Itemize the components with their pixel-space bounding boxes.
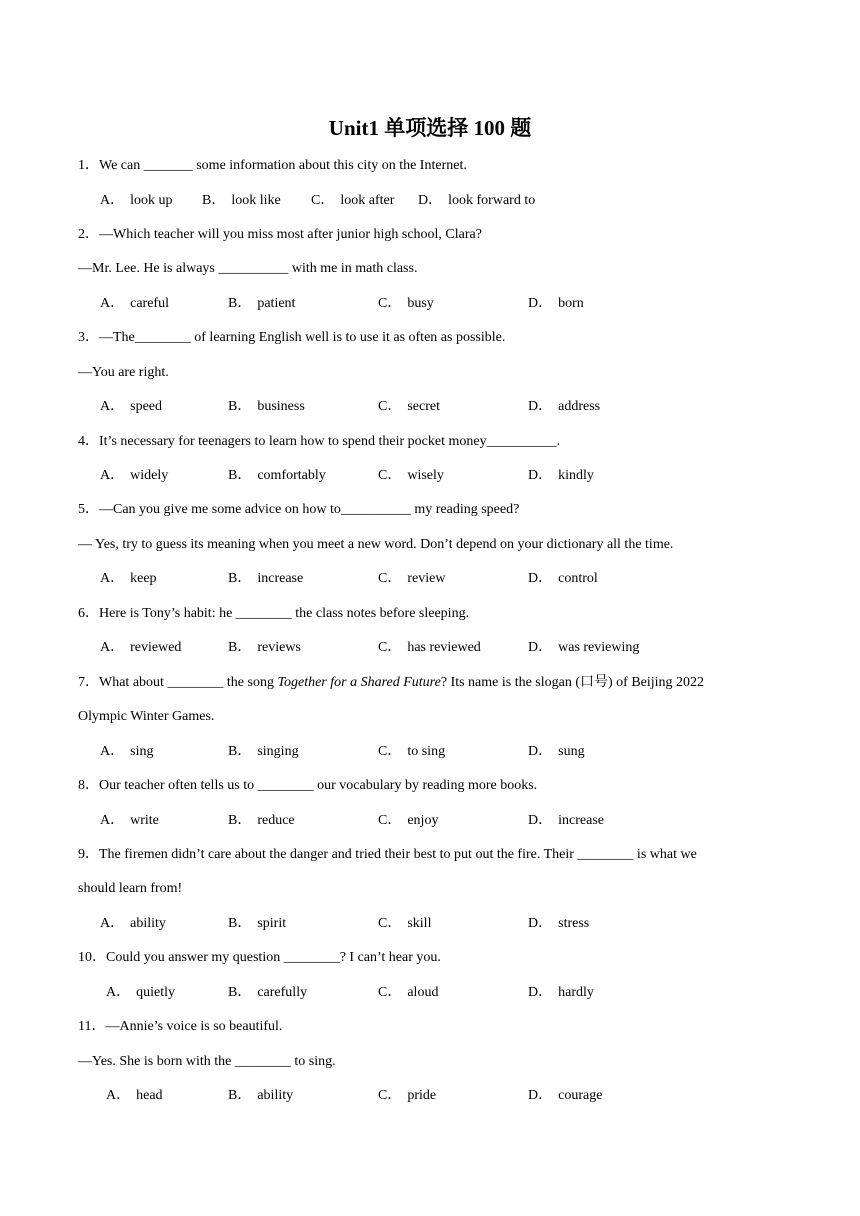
- question-6-stem: [78, 604, 469, 624]
- song-title: Together for a Shared Future: [277, 675, 441, 690]
- question-text: Could you answer my question ________? I can’t hear you.: [106, 950, 441, 965]
- option-c: C． enjoy: [378, 813, 439, 828]
- question-number: 2．: [78, 227, 99, 242]
- option-a: A． quietly: [106, 985, 176, 1000]
- question-5-stem: [78, 500, 519, 520]
- question-8-stem: [78, 776, 537, 796]
- question-number: 10．: [78, 950, 106, 965]
- option-d: D． look forward to: [418, 193, 536, 208]
- question-text: What about ________ the song: [99, 675, 278, 690]
- question-text: —The________ of learning English well is to use it as often as possible.: [99, 330, 506, 345]
- option-c: C． wisely: [378, 468, 444, 483]
- option-b: B． look like: [202, 193, 281, 208]
- question-number: 11．: [78, 1019, 106, 1034]
- option-a: A． write: [100, 813, 159, 828]
- question-number: 7．: [78, 675, 99, 690]
- option-b: B． spirit: [228, 916, 287, 931]
- option-c: C． skill: [378, 916, 432, 931]
- option-b: B． business: [228, 399, 305, 414]
- question-text: It’s necessary for teenagers to learn how to spend their pocket money__________.: [99, 434, 561, 449]
- option-d: D． stress: [528, 916, 590, 931]
- option-c: C． secret: [378, 399, 440, 414]
- question-text: —Can you give me some advice on how to__________ my reading speed?: [99, 502, 520, 517]
- option-b: B． increase: [228, 571, 304, 586]
- question-7-line: Olympic Winter Games.: [78, 709, 215, 724]
- question-number: 4．: [78, 434, 99, 449]
- question-text: The firemen didn’t care about the danger and tried their best to put out the fire. Their ________ is what we: [99, 847, 697, 862]
- option-d: D． increase: [528, 813, 604, 828]
- option-b: B． reduce: [228, 813, 295, 828]
- question-number: 5．: [78, 502, 99, 517]
- question-text: —Annie’s voice is so beautiful.: [105, 1019, 283, 1034]
- question-11-line: —Yes. She is born with the ________ to sing.: [78, 1054, 336, 1069]
- question-text-cont: ? Its name is the slogan (口号) of Beijing 2022: [440, 675, 705, 690]
- option-c: C． pride: [378, 1088, 437, 1103]
- option-d: D． sung: [528, 744, 585, 759]
- option-a: A． sing: [100, 744, 154, 759]
- question-1-stem: [78, 156, 467, 176]
- page-title: Unit1 单项选择 100 题: [328, 116, 532, 140]
- option-a: A． look up: [100, 193, 173, 208]
- question-2-line: —Mr. Lee. He is always __________ with me in math class.: [78, 261, 418, 276]
- option-a: A． widely: [100, 468, 169, 483]
- option-a: A． speed: [100, 399, 163, 414]
- option-d: D． hardly: [528, 985, 594, 1000]
- option-d: D． courage: [528, 1088, 603, 1103]
- question-text: We can _______ some information about this city on the Internet.: [99, 158, 467, 173]
- option-d: D． control: [528, 571, 598, 586]
- option-d: D． was reviewing: [528, 640, 640, 655]
- question-10-stem: [78, 948, 441, 968]
- option-a: A． head: [106, 1088, 163, 1103]
- option-b: B． comfortably: [228, 468, 326, 483]
- question-text: —Which teacher will you miss most after junior high school, Clara?: [99, 227, 482, 242]
- question-text: Here is Tony’s habit: he ________ the class notes before sleeping.: [99, 606, 470, 621]
- question-9-stem: [78, 845, 697, 865]
- option-a: A． keep: [100, 571, 157, 586]
- option-b: B． carefully: [228, 985, 308, 1000]
- option-c: C． aloud: [378, 985, 439, 1000]
- question-number: 1．: [78, 158, 99, 173]
- option-d: D． address: [528, 399, 601, 414]
- option-c: C． has reviewed: [378, 640, 481, 655]
- question-3-stem: [78, 328, 505, 348]
- option-b: B． patient: [228, 296, 296, 311]
- option-d: D． kindly: [528, 468, 594, 483]
- option-a: A． careful: [100, 296, 169, 311]
- option-b: B． singing: [228, 744, 299, 759]
- option-b: B． reviews: [228, 640, 301, 655]
- option-b: B． ability: [228, 1088, 294, 1103]
- question-number: 9．: [78, 847, 99, 862]
- question-3-line: —You are right.: [78, 365, 169, 380]
- question-number: 6．: [78, 606, 99, 621]
- option-c: C． review: [378, 571, 446, 586]
- question-4-stem: [78, 432, 560, 452]
- option-c: C． busy: [378, 296, 434, 311]
- option-a: A． ability: [100, 916, 166, 931]
- question-text: Our teacher often tells us to ________ our vocabulary by reading more books.: [99, 778, 538, 793]
- question-5-line: — Yes, try to guess its meaning when you meet a new word. Don’t depend on your dictionary all the time.: [78, 537, 674, 552]
- option-d: D． born: [528, 296, 584, 311]
- question-9-line: should learn from!: [78, 881, 183, 896]
- question-number: 3．: [78, 330, 99, 345]
- question-7-stem: [78, 673, 704, 693]
- option-c: C． look after: [311, 193, 395, 208]
- question-11-stem: [78, 1017, 282, 1037]
- option-a: A． reviewed: [100, 640, 182, 655]
- option-c: C． to sing: [378, 744, 446, 759]
- question-number: 8．: [78, 778, 99, 793]
- question-2-stem: [78, 225, 482, 245]
